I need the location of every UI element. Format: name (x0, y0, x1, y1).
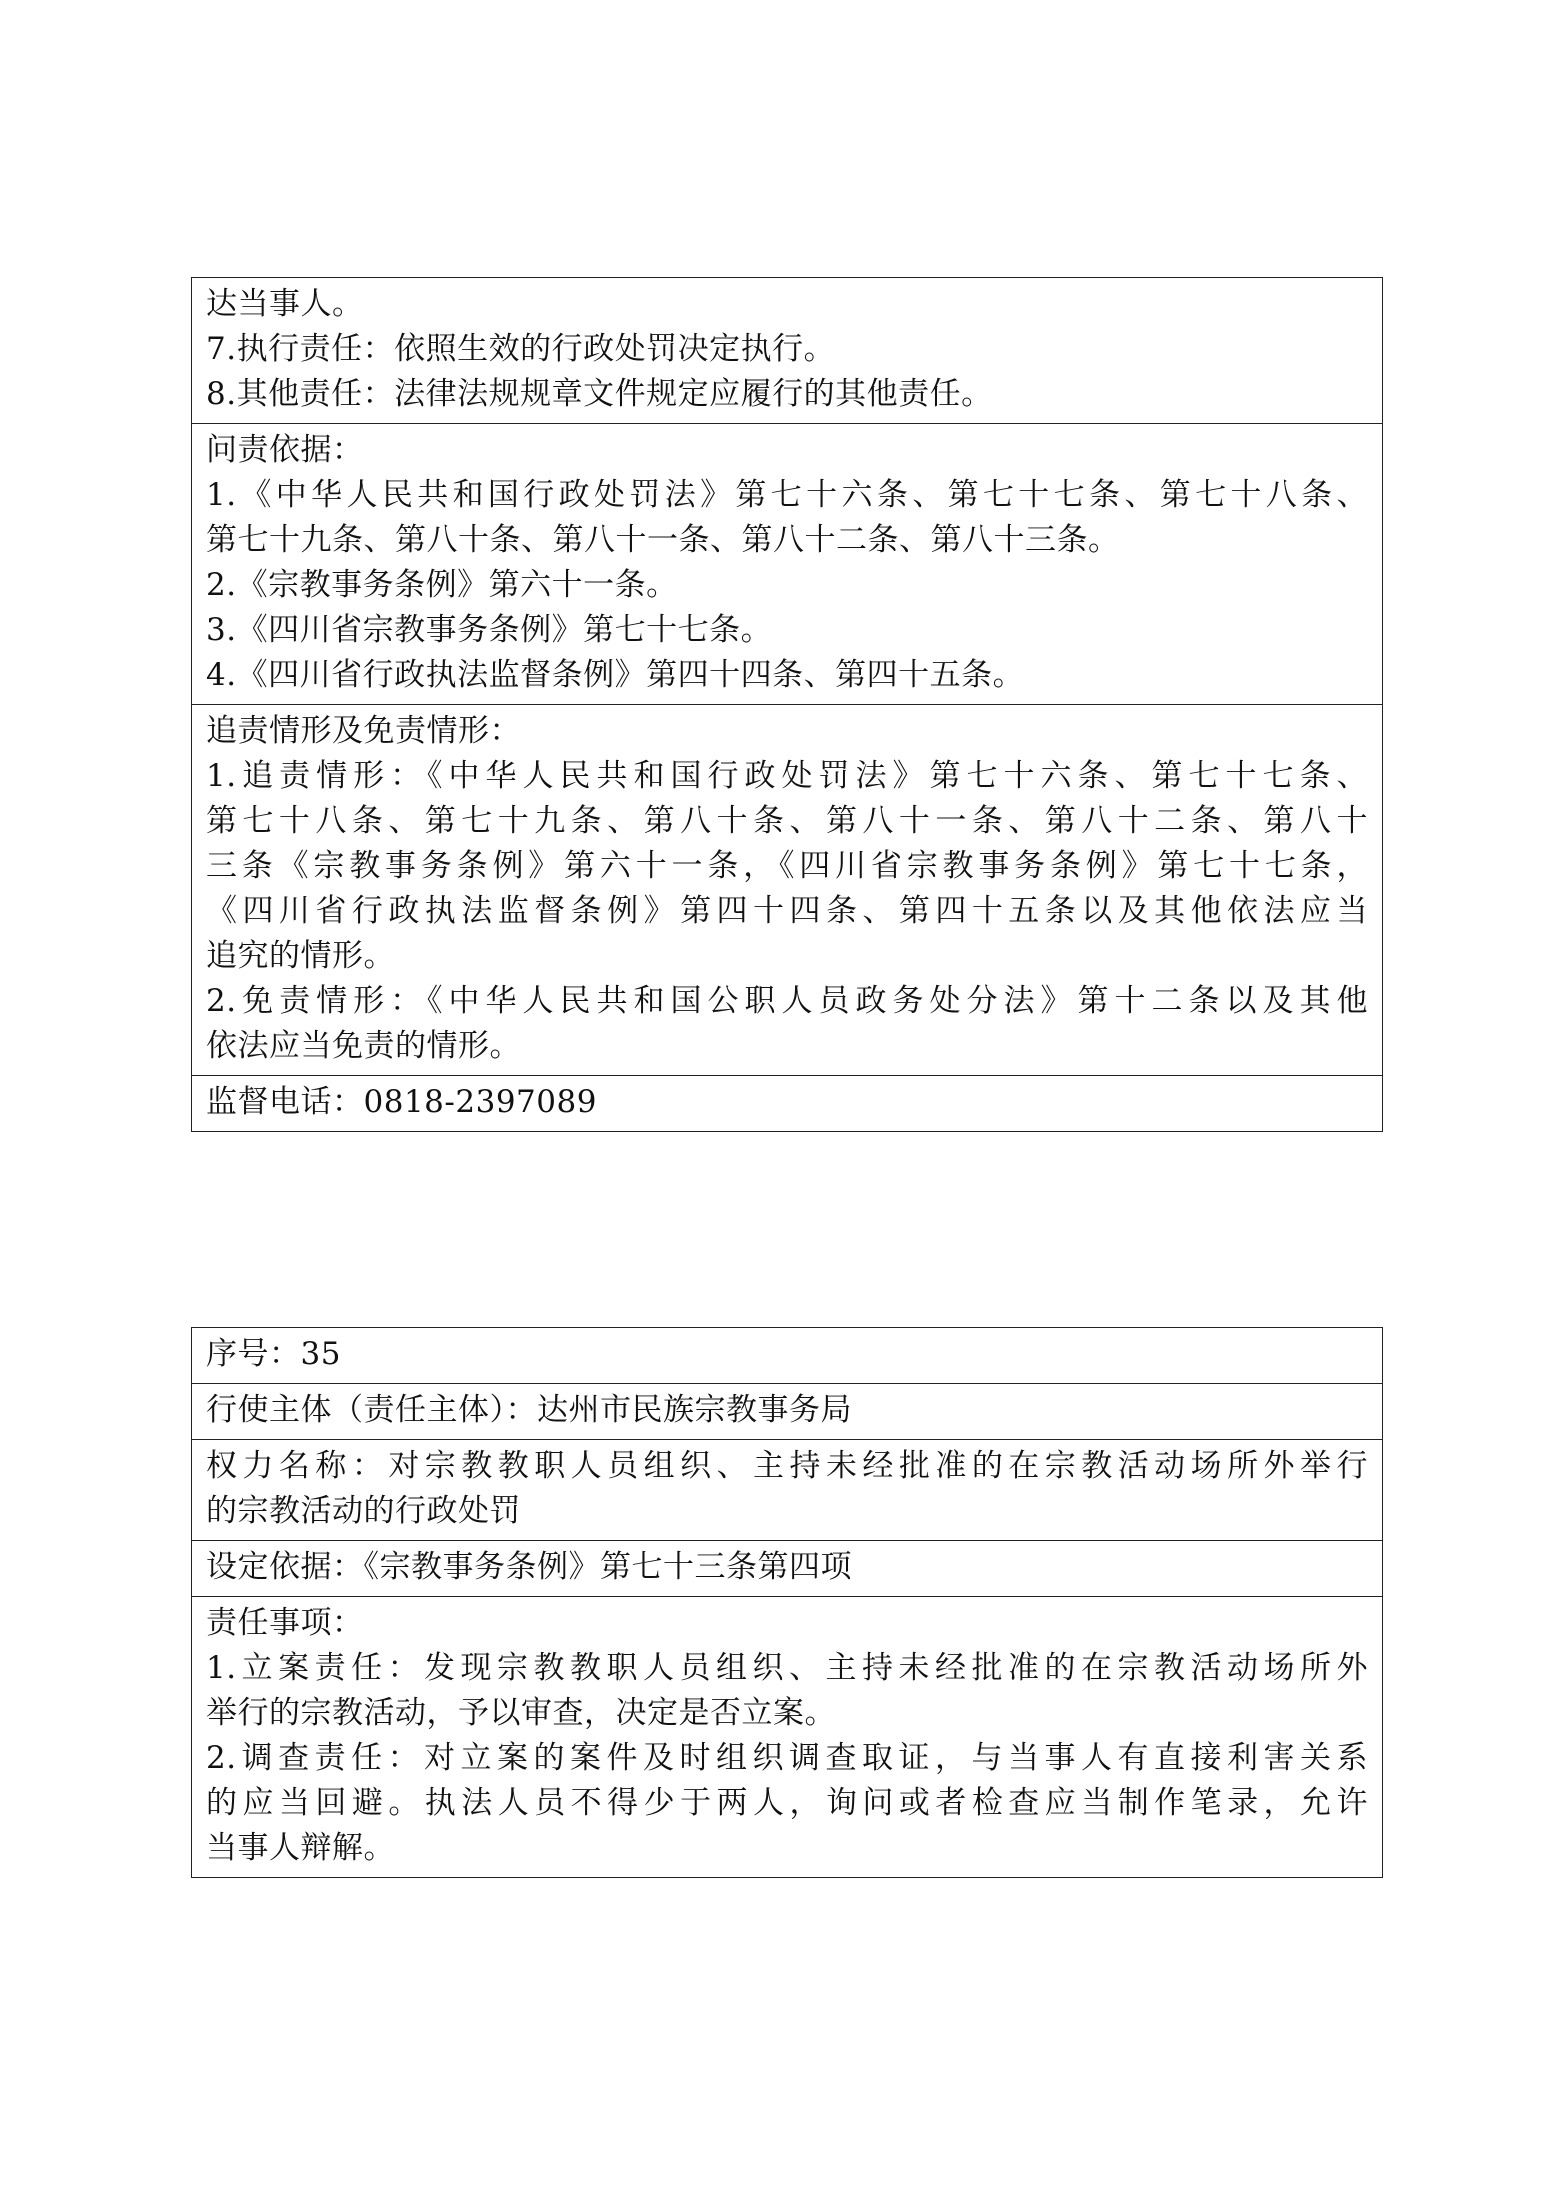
text-line: 的宗教活动的行政处罚 (206, 1493, 521, 1529)
cell-heading: 责任事项： (206, 1605, 364, 1641)
responsibility-table-continued (191, 277, 1383, 1132)
text-line: 依法应当免责的情形。 (206, 1028, 521, 1064)
supervision-phone: 监督电话：0818-2397089 (206, 1084, 597, 1120)
text-line: 的应当回避。执法人员不得少于两人，询问或者检查应当制作笔录，允许 (206, 1785, 1368, 1821)
text-line: 追究的情形。 (206, 938, 395, 974)
text-line: 7.执行责任：依照生效的行政处罚决定执行。 (206, 331, 836, 367)
text-line: 第七十九条、第八十条、第八十一条、第八十二条、第八十三条。 (206, 522, 1120, 558)
text-line: 举行的宗教活动，予以审查，决定是否立案。 (206, 1695, 836, 1731)
text-line: 权力名称：对宗教教职人员组织、主持未经批准的在宗教活动场所外举行 (206, 1448, 1368, 1484)
text-line: 8.其他责任：法律法规规章文件规定应履行的其他责任。 (206, 376, 993, 412)
cell-heading: 问责依据： (206, 432, 364, 468)
legal-basis: 设定依据：《宗教事务条例》第七十三条第四项 (206, 1549, 852, 1585)
table-cell-responsibility-items (192, 1596, 1382, 1877)
text-line: 3.《四川省宗教事务条例》第七十七条。 (206, 612, 773, 648)
text-line: 三条《宗教事务条例》第六十一条，《四川省宗教事务条例》第七十七条， (206, 848, 1368, 884)
cell-heading: 追责情形及免责情形： (206, 713, 521, 749)
text-line: 当事人辩解。 (206, 1830, 395, 1866)
table-cell-supervision-phone (192, 1075, 1382, 1131)
text-line: 1.立案责任：发现宗教教职人员组织、主持未经批准的在宗教活动场所外 (206, 1650, 1368, 1686)
table-cell-legal-basis (192, 1540, 1382, 1596)
text-line: 第七十八条、第七十九条、第八十条、第八十一条、第八十二条、第八十 (206, 803, 1368, 839)
table-cell-accountability-basis (192, 423, 1382, 704)
responsible-body: 行使主体（责任主体）：达州市民族宗教事务局 (206, 1392, 852, 1428)
table-cell-power-name (192, 1439, 1382, 1540)
table-cell-serial-number (192, 1328, 1382, 1383)
table-cell-responsible-body (192, 1383, 1382, 1439)
text-line: 1.《中华人民共和国行政处罚法》第七十六条、第七十七条、第七十八条、 (206, 477, 1368, 513)
text-line: 4.《四川省行政执法监督条例》第四十四条、第四十五条。 (206, 657, 1025, 693)
text-line: 1.追责情形：《中华人民共和国行政处罚法》第七十六条、第七十七条、 (206, 758, 1368, 794)
text-line: 2.调查责任：对立案的案件及时组织调查取证，与当事人有直接利害关系 (206, 1740, 1368, 1776)
responsibility-table-35 (191, 1327, 1383, 1878)
text-line: 《四川省行政执法监督条例》第四十四条、第四十五条以及其他依法应当 (206, 893, 1368, 929)
text-line: 达当事人。 (206, 286, 364, 322)
table-cell-liability-exemption (192, 704, 1382, 1075)
table-cell-duties-end (192, 278, 1382, 423)
text-line: 2.免责情形：《中华人民共和国公职人员政务处分法》第十二条以及其他 (206, 983, 1368, 1019)
serial-number: 序号：35 (206, 1336, 341, 1372)
text-line: 2.《宗教事务条例》第六十一条。 (206, 567, 678, 603)
